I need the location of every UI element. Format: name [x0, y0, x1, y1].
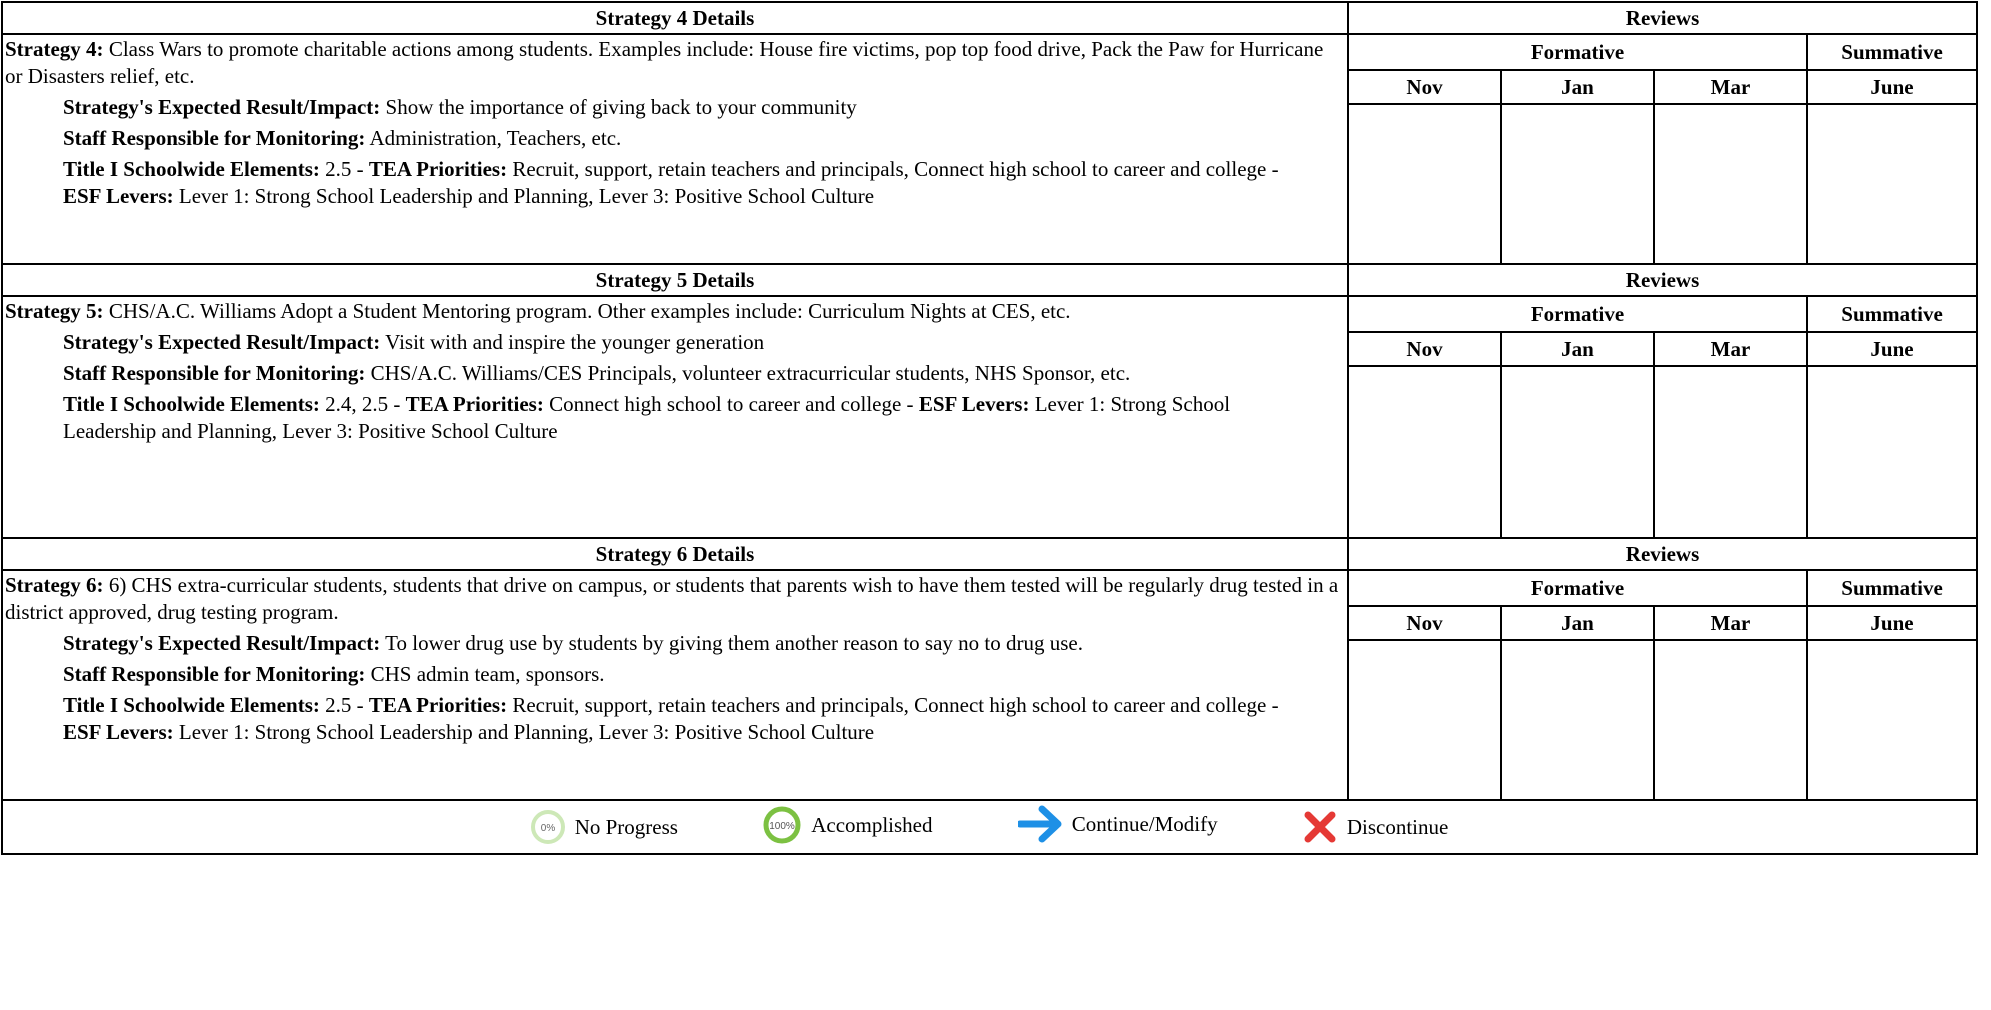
strategy-5-header: Strategy 5 Details: [2, 264, 1348, 296]
strategy-text: Class Wars to promote charitable actions among students. Examples include: House fire victims, pop top food drive, Pack the Paw for Hurricane or Disasters relief, etc.: [5, 37, 1324, 88]
result-label: Strategy's Expected Result/Impact:: [63, 330, 381, 354]
legend-accomplished-label: Accomplished: [811, 812, 933, 837]
review-cell-jan[interactable]: [1501, 104, 1654, 264]
month-june: June: [1807, 606, 1977, 640]
legend-continue-label: Continue/Modify: [1071, 811, 1218, 836]
review-cell-nov[interactable]: [1348, 640, 1501, 800]
formative-header: Formative: [1348, 296, 1807, 332]
legend-no-progress-label: No Progress: [574, 814, 678, 839]
review-cell-jan[interactable]: [1501, 640, 1654, 800]
staff-responsible: [5, 661, 1343, 688]
review-cell-nov[interactable]: [1348, 104, 1501, 264]
expected-result: [5, 630, 1343, 657]
staff-label: Staff Responsible for Monitoring:: [63, 126, 366, 150]
title-label: Title I Schoolwide Elements:: [63, 392, 320, 416]
arrow-right-icon: [1018, 804, 1062, 844]
summative-header: Summative: [1807, 34, 1977, 70]
staff-label: Staff Responsible for Monitoring:: [63, 361, 366, 385]
strategy-5-details: [2, 296, 1348, 538]
formative-header: Formative: [1348, 570, 1807, 606]
title-text: 2.4, 2.5 -: [319, 392, 406, 416]
esf-label: ESF Levers:: [63, 184, 174, 208]
strategy-description: [5, 572, 1343, 626]
expected-result: [5, 329, 1343, 356]
strategy-4-header: Strategy 4 Details: [2, 2, 1348, 34]
month-nov: Nov: [1348, 332, 1501, 366]
result-text: Visit with and inspire the younger generation: [380, 330, 765, 354]
month-mar: Mar: [1654, 332, 1807, 366]
x-mark-icon: [1303, 810, 1337, 844]
title-label: Title I Schoolwide Elements:: [63, 693, 320, 717]
month-nov: Nov: [1348, 70, 1501, 104]
result-text: Show the importance of giving back to your community: [380, 95, 857, 119]
month-june: June: [1807, 70, 1977, 104]
title-i-elements: [5, 156, 1343, 210]
month-jan: Jan: [1501, 332, 1654, 366]
strategy-description: [5, 36, 1343, 90]
strategy-label: Strategy 5:: [5, 299, 104, 323]
month-mar: Mar: [1654, 606, 1807, 640]
month-mar: Mar: [1654, 70, 1807, 104]
summative-header: Summative: [1807, 570, 1977, 606]
esf-label: ESF Levers:: [918, 392, 1030, 416]
legend-discontinue-label: Discontinue: [1346, 814, 1449, 839]
strategy-label: Strategy 6:: [5, 573, 104, 597]
title-i-elements: [5, 391, 1343, 445]
legend-continue: [1018, 804, 1218, 844]
strategy-text: CHS/A.C. Williams Adopt a Student Mentoring program. Other examples include: Curriculum Nights at CES, etc.: [103, 299, 1071, 323]
tea-label: TEA Priorities:: [368, 693, 508, 717]
esf-text: Lever 1: Strong School Leadership and Planning, Lever 3: Positive School Culture: [63, 392, 1231, 443]
progress-100-badge: 100%: [769, 821, 795, 832]
strategy-4-details: [2, 34, 1348, 264]
strategy-6-header: Strategy 6 Details: [2, 538, 1348, 570]
strategy-6-details: [2, 570, 1348, 800]
review-cell-mar[interactable]: [1654, 640, 1807, 800]
reviews-header: Reviews: [1348, 538, 1977, 570]
strategy-label: Strategy 4:: [5, 37, 104, 61]
title-text: 2.5 -: [319, 693, 369, 717]
month-june: June: [1807, 332, 1977, 366]
strategy-table: [1, 1, 1978, 855]
legend-discontinue: [1303, 810, 1448, 844]
result-label: Strategy's Expected Result/Impact:: [63, 631, 381, 655]
legend-no-progress: [531, 810, 678, 844]
reviews-header: Reviews: [1348, 2, 1977, 34]
result-text: To lower drug use by students by giving them another reason to say no to drug use.: [380, 631, 1083, 655]
tea-text: Recruit, support, retain teachers and principals, Connect high school to career and college -: [507, 157, 1279, 181]
title-text: 2.5 -: [319, 157, 369, 181]
tea-text: Connect high school to career and college -: [543, 392, 919, 416]
review-cell-nov[interactable]: [1348, 366, 1501, 538]
reviews-header: Reviews: [1348, 264, 1977, 296]
expected-result: [5, 94, 1343, 121]
summative-header: Summative: [1807, 296, 1977, 332]
legend-bar: [2, 800, 1977, 854]
esf-text: Lever 1: Strong School Leadership and Planning, Lever 3: Positive School Culture: [173, 720, 875, 744]
review-cell-jan[interactable]: [1501, 366, 1654, 538]
esf-text: Lever 1: Strong School Leadership and Planning, Lever 3: Positive School Culture: [173, 184, 875, 208]
legend-accomplished: [763, 806, 932, 844]
review-cell-june[interactable]: [1807, 366, 1977, 538]
staff-responsible: [5, 125, 1343, 152]
tea-text: Recruit, support, retain teachers and principals, Connect high school to career and college -: [507, 693, 1279, 717]
formative-header: Formative: [1348, 34, 1807, 70]
strategy-description: [5, 298, 1343, 325]
staff-label: Staff Responsible for Monitoring:: [63, 662, 366, 686]
staff-responsible: [5, 360, 1343, 387]
tea-label: TEA Priorities:: [368, 157, 508, 181]
progress-100-icon: [763, 806, 801, 844]
title-label: Title I Schoolwide Elements:: [63, 157, 320, 181]
month-nov: Nov: [1348, 606, 1501, 640]
review-cell-june[interactable]: [1807, 640, 1977, 800]
tea-label: TEA Priorities:: [405, 392, 544, 416]
review-cell-mar[interactable]: [1654, 366, 1807, 538]
staff-text: CHS admin team, sponsors.: [365, 662, 605, 686]
progress-0-icon: [531, 810, 565, 844]
review-cell-june[interactable]: [1807, 104, 1977, 264]
month-jan: Jan: [1501, 606, 1654, 640]
staff-text: CHS/A.C. Williams/CES Principals, volunteer extracurricular students, NHS Sponsor, etc.: [365, 361, 1131, 385]
title-i-elements: [5, 692, 1343, 746]
result-label: Strategy's Expected Result/Impact:: [63, 95, 381, 119]
staff-text: Administration, Teachers, etc.: [365, 126, 622, 150]
esf-label: ESF Levers:: [63, 720, 174, 744]
month-jan: Jan: [1501, 70, 1654, 104]
strategy-text: 6) CHS extra-curricular students, students that drive on campus, or students that parents wish to have them tested will be regularly drug tested in a district approved, drug testing program.: [5, 573, 1339, 624]
review-cell-mar[interactable]: [1654, 104, 1807, 264]
progress-0-badge: 0%: [540, 823, 555, 834]
